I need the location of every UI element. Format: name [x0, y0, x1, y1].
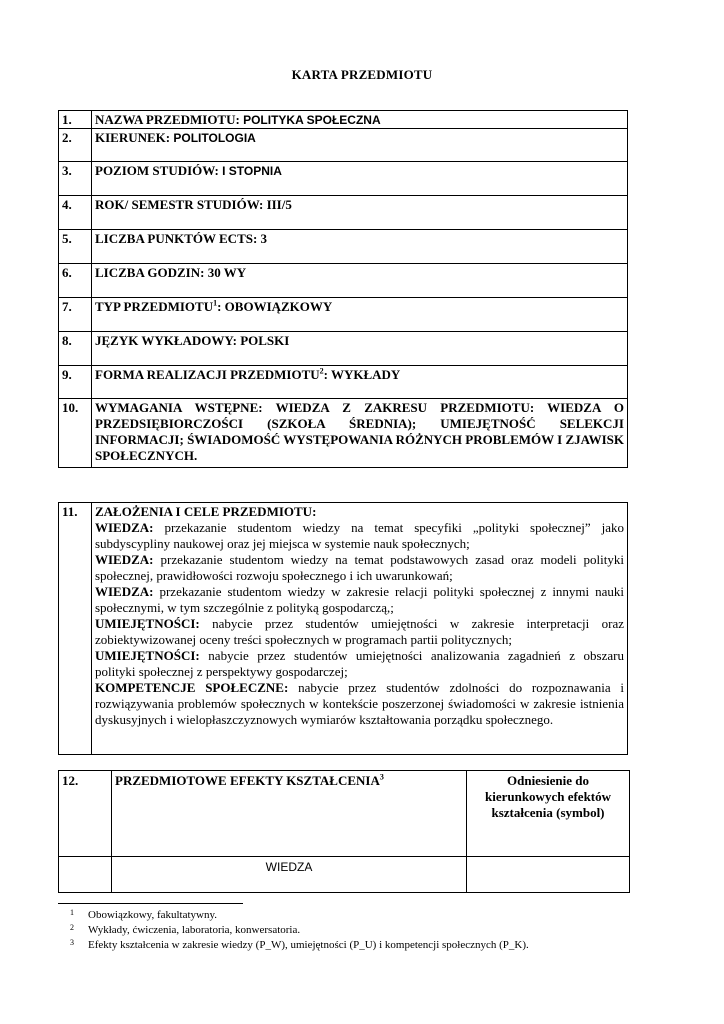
outcomes-heading-text: PRZEDMIOTOWE EFEKTY KSZTAŁCENIA — [115, 773, 380, 788]
objective-text: nabycie przez studentów umiejętności analizowania zagadnień z obszaru polityki społecznej z perspektywy gospodarczej; — [95, 648, 624, 679]
footnote-ref: 2 — [319, 366, 324, 376]
row-3 — [59, 162, 628, 196]
objective-text: przekazanie studentom wiedzy na temat specyfiki „polityki społecznej” jako subdyscypliny naukowej oraz jej miejsca w systemie nauk społecznych; — [95, 520, 624, 551]
row-6 — [59, 264, 628, 298]
footnote-mark: 2 — [70, 923, 74, 932]
row-2 — [59, 129, 628, 162]
row-number: 10. — [59, 399, 92, 468]
objective-item — [95, 616, 624, 648]
objective-label: KOMPETENCJE SPOŁECZNE: — [95, 680, 289, 695]
row-number: 9. — [59, 366, 92, 399]
footnotes — [58, 908, 529, 953]
row-value: : WYKŁADY — [323, 367, 401, 382]
course-info-table — [58, 110, 628, 468]
page-title: KARTA PRZEDMIOTU — [291, 67, 433, 82]
objective-text: przekazanie studentom wiedzy na temat podstawowych zasad oraz modeli polityki społecznej, prawidłowości rozwoju społecznego i ich uwarunkowań; — [95, 552, 624, 583]
outcomes-header-row — [59, 771, 630, 857]
row-11 — [59, 503, 628, 755]
row-number: 6. — [59, 264, 92, 298]
row-content: WYMAGANIA WSTĘPNE: WIEDZA Z ZAKRESU PRZEDMIOTU: WIEDZA O PRZEDSIĘBIORCZOŚCI (SZKOŁA ŚREDNIA); UMIEJĘTNOŚĆ SELEKCJI INFORMACJI; ŚWIADOMOŚĆ WYSTĘPOWANIA RÓŻNYCH PROBLEMÓW I ZJAWISK SPOŁECZNYCH. — [92, 399, 628, 468]
objective-item — [95, 648, 624, 680]
row-number: 8. — [59, 332, 92, 366]
wiedza-subheader: WIEDZA — [112, 857, 467, 893]
footnote — [58, 923, 529, 938]
row-content: LICZBA GODZIN: 30 WY — [92, 264, 628, 298]
wiedza-row — [59, 857, 630, 893]
footnote-ref: 3 — [379, 772, 384, 782]
row-value: POLITOLOGIA — [173, 131, 256, 145]
row-number: 2. — [59, 129, 92, 162]
empty-cell — [467, 857, 630, 893]
row-label: FORMA REALIZACJI PRZEDMIOTU — [95, 367, 320, 382]
row-value: I STOPNIA — [222, 164, 282, 178]
row-9 — [59, 366, 628, 399]
row-7 — [59, 298, 628, 332]
footnote-text: Wykłady, ćwiczenia, laboratoria, konwersatoria. — [88, 924, 301, 936]
objectives-heading: ZAŁOŻENIA I CELE PRZEDMIOTU: — [95, 504, 317, 519]
row-content — [92, 111, 628, 129]
row-10 — [59, 399, 628, 468]
row-content — [92, 298, 628, 332]
footnote-mark: 3 — [70, 938, 74, 947]
objective-item — [95, 552, 624, 584]
row-number: 1. — [59, 111, 92, 129]
row-number: 4. — [59, 196, 92, 230]
row-4 — [59, 196, 628, 230]
learning-outcomes-table — [58, 770, 630, 893]
row-number: 3. — [59, 162, 92, 196]
row-number: 5. — [59, 230, 92, 264]
row-number: 12. — [59, 771, 112, 857]
objectives-content — [92, 503, 628, 755]
objective-label: WIEDZA: — [95, 552, 154, 567]
footnote-separator — [58, 903, 243, 904]
objective-text: nabycie przez studentów zdolności do rozpoznawania i rozwiązywania problemów społecznych w kontekście poszerzonej świadomości w zakresie istnienia dyskusyjnych i wielopłaszczyznowych wymiarów kształtowania porządku społecznego. — [95, 680, 625, 727]
footnote — [58, 938, 529, 953]
row-number: 11. — [59, 503, 92, 755]
objective-label: UMIEJĘTNOŚCI: — [95, 648, 200, 663]
row-label: KIERUNEK: — [95, 130, 171, 145]
row-5 — [59, 230, 628, 264]
row-content: LICZBA PUNKTÓW ECTS: 3 — [92, 230, 628, 264]
objective-label: WIEDZA: — [95, 584, 154, 599]
row-value: POLITYKA SPOŁECZNA — [243, 113, 381, 127]
row-value: : OBOWIĄZKOWY — [217, 299, 333, 314]
objective-item — [95, 680, 624, 728]
row-content — [92, 366, 628, 399]
footnote-text: Efekty kształcenia w zakresie wiedzy (P_W), umiejętności (P_U) i kompetencji społecznych (P_K). — [88, 939, 529, 951]
row-label: NAZWA PRZEDMIOTU: — [95, 112, 240, 127]
row-label: TYP PRZEDMIOTU — [95, 299, 214, 314]
objectives-table — [58, 502, 628, 755]
row-label: POZIOM STUDIÓW: — [95, 163, 219, 178]
row-content — [92, 129, 628, 162]
objective-label: UMIEJĘTNOŚCI: — [95, 616, 200, 631]
row-number: 7. — [59, 298, 92, 332]
footnote-ref: 1 — [213, 298, 218, 308]
empty-cell — [59, 857, 112, 893]
row-content: JĘZYK WYKŁADOWY: POLSKI — [92, 332, 628, 366]
footnote — [58, 908, 529, 923]
row-8 — [59, 332, 628, 366]
objective-label: WIEDZA: — [95, 520, 154, 535]
footnote-text: Obowiązkowy, fakultatywny. — [88, 909, 218, 921]
reference-header: Odniesienie do kierunkowych efektów kształcenia (symbol) — [467, 771, 630, 857]
objective-item — [95, 520, 624, 552]
objective-text: przekazanie studentom wiedzy w zakresie relacji polityki społecznej z innymi nauki społecznymi, w tym szczególnie z polityką gospodarczą,; — [95, 584, 624, 615]
objective-text: nabycie przez studentów umiejętności w zakresie interpretacji oraz zobiektywizowanej oceny treści społecznych w programach partii politycznych; — [95, 616, 624, 647]
row-content: ROK/ SEMESTR STUDIÓW: III/5 — [92, 196, 628, 230]
row-1 — [59, 111, 628, 129]
row-content — [92, 162, 628, 196]
objective-item — [95, 584, 624, 616]
outcomes-heading — [112, 771, 467, 857]
footnote-mark: 1 — [70, 908, 74, 917]
